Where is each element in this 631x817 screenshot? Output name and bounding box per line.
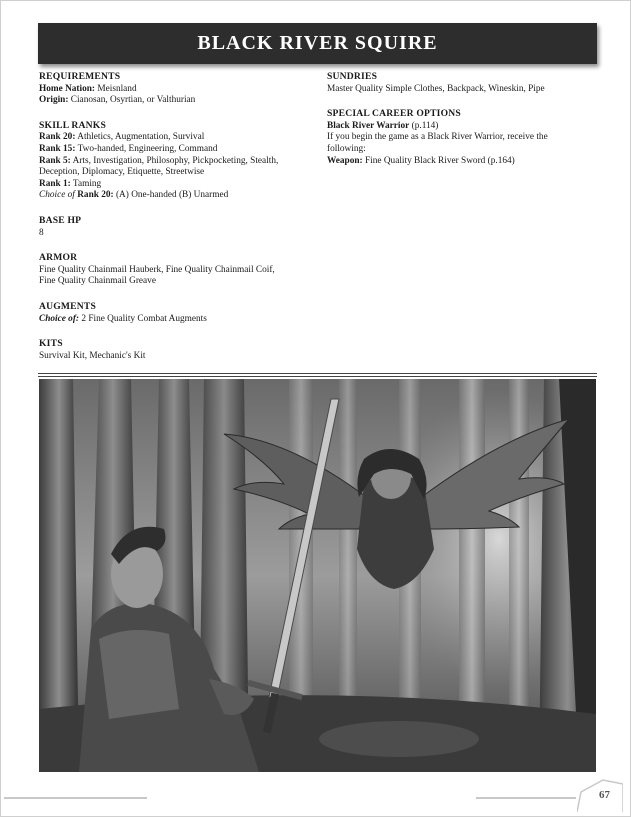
- special-option-name: Black River Warrior: [327, 120, 410, 131]
- rank-5-label: Rank 5:: [39, 155, 71, 166]
- title-banner: [38, 23, 597, 64]
- sundries-value: Master Quality Simple Clothes, Backpack, Wineskin, Pipe: [327, 83, 545, 94]
- rank-5-value: Arts, Investigation, Philosophy, Pickpocketing, Stealth,: [70, 155, 279, 166]
- base-hp-heading: BASE HP: [39, 214, 82, 226]
- requirements-section: [39, 71, 309, 107]
- kits-heading: KITS: [39, 338, 63, 350]
- weapon-value: Fine Quality Black River Sword (p.164): [362, 155, 515, 166]
- special-career-heading: SPECIAL CAREER OPTIONS: [327, 108, 461, 120]
- footer-line-right: [476, 797, 576, 799]
- sundries-heading: SUNDRIES: [327, 71, 378, 82]
- augments-heading: AUGMENTS: [39, 300, 97, 312]
- home-nation-line: [39, 84, 309, 96]
- requirements-heading: REQUIREMENTS: [39, 71, 121, 82]
- special-option-line: [327, 121, 587, 133]
- rank-15-label: Rank 15:: [39, 143, 76, 154]
- section-divider-top: [38, 373, 597, 374]
- special-desc-1: If you begin the game as a Black River Warrior, receive the: [327, 132, 548, 143]
- augments-choice-label: Choice of:: [39, 313, 80, 324]
- rank-1-value: Taming: [70, 178, 102, 189]
- armor-heading: ARMOR: [39, 252, 78, 264]
- left-column: [39, 71, 309, 375]
- armor-section: [39, 252, 309, 288]
- skill-ranks-heading: SKILL RANKS: [39, 119, 106, 131]
- illustration: [39, 379, 596, 772]
- rank-5-continued: Deception, Diplomacy, Etiquette, Streetwise: [39, 167, 205, 178]
- base-hp-section: [39, 215, 309, 239]
- footer-line-left: [4, 797, 147, 799]
- right-column: [327, 71, 587, 180]
- special-career-section: [327, 108, 587, 167]
- augments-section: [39, 301, 309, 325]
- rank-15-value: Two-handed, Engineering, Command: [75, 143, 218, 154]
- page-number: 67: [599, 789, 610, 801]
- rank-choice-line: [39, 190, 309, 202]
- choice-of-label: Choice of: [39, 190, 78, 201]
- section-divider-bottom: [38, 376, 597, 377]
- augments-value: 2 Fine Quality Combat Augments: [79, 313, 207, 324]
- kits-value: Survival Kit, Mechanic's Kit: [39, 350, 146, 361]
- sundries-section: [327, 71, 587, 95]
- origin-value: Cianosan, Osyrtian, or Valthurian: [68, 95, 196, 106]
- rank-20-value: Athletics, Augmentation, Survival: [75, 132, 205, 143]
- special-desc-2: following:: [327, 143, 366, 154]
- origin-line: [39, 95, 309, 107]
- rank-15-line: [39, 144, 309, 156]
- base-hp-value: 8: [39, 227, 44, 238]
- weapon-line: [327, 156, 587, 168]
- rank-1-line: [39, 179, 309, 191]
- choice-rank-label: Rank 20:: [77, 190, 114, 201]
- home-nation-label: Home Nation:: [39, 83, 96, 94]
- home-nation-value: Meisnland: [95, 83, 137, 94]
- choice-rank-value: (A) One-handed (B) Unarmed: [113, 190, 229, 201]
- armor-line-2: Fine Quality Chainmail Greave: [39, 276, 156, 287]
- rank-5-line: [39, 156, 309, 168]
- augments-line: [39, 314, 309, 326]
- rank-20-label: Rank 20:: [39, 132, 76, 143]
- weapon-label: Weapon:: [327, 155, 363, 166]
- illustration-art: [39, 379, 596, 772]
- skill-ranks-section: [39, 120, 309, 202]
- rank-20-line: [39, 132, 309, 144]
- rank-1-label: Rank 1:: [39, 178, 71, 189]
- page-title: BLACK RIVER SQUIRE: [197, 32, 438, 54]
- origin-label: Origin:: [39, 95, 69, 106]
- kits-section: [39, 338, 309, 362]
- armor-line-1: Fine Quality Chainmail Hauberk, Fine Quality Chainmail Coif,: [39, 264, 275, 275]
- special-option-ref: (p.114): [409, 120, 439, 131]
